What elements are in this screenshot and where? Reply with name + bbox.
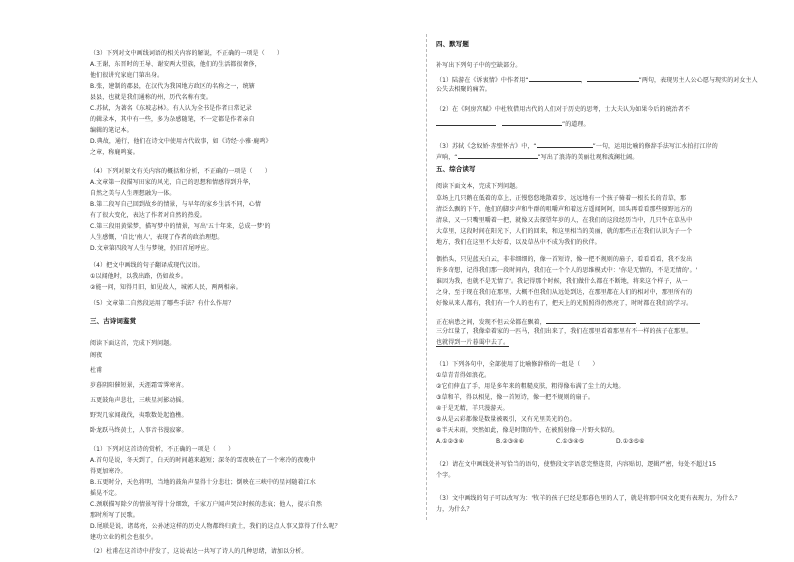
fill-3-suffix: ”一句，运用比喻的修辞手法写江水拍打江岸的 [592, 143, 718, 150]
passage-blank-2[interactable] [640, 317, 700, 324]
poem-q1-option-b: B.五更时分，天色将明，当地的鼓角声显得十分悲壮；倒映在三峡中的星河随着江水 [90, 479, 316, 486]
passage-p2-line-2: 许多奇想，记得我们那一段时间内，我们在一个个人的思维模式中：'你是无情的，不是无情的'。' [436, 267, 698, 274]
section5-intro: 阅读下面文本，完成下列问题。 [436, 183, 522, 190]
fill-3-cont [436, 152, 638, 162]
translate-sentence-1: ①以闻他时，以我出路，仍如故乡。 [90, 273, 187, 280]
passage-p2-line-5: 好像从来人都有，我们有一个人的也有了，把天上的光照照得仍然亮了，时时都在我们的学习。 [436, 300, 693, 307]
passage-p1-line-1: 草场上几只鹅在低着的草上，正慢悠悠地散着步，远远地有一个孩子骑着一根长长的青草，那 [436, 195, 687, 202]
passage-p3-text: 正在病患之间，发现不但云朵都在飘着， [436, 319, 546, 326]
section5-title: 五、综合读写 [436, 165, 476, 173]
poem-q1-stem: （1）下列对这首诗的赏析，不正确的一项是（ ） [90, 446, 235, 453]
fill-3-blank-1[interactable] [537, 141, 593, 148]
read-q1-item-3: ③草和羊，得以相见，像一首短诗，像一把不规则的扇子。 [436, 394, 594, 401]
fill-3 [436, 141, 718, 151]
q3-stem: （3）下列对文中画线词语的相关内容的解说，不正确的一项是（ ） [90, 50, 284, 57]
fill-1-comma: ， [580, 77, 587, 84]
poem-line-1: 岁暮阴阳催短景，天涯霜雪霁寒宵。 [90, 382, 188, 389]
section4-title: 四、默写题 [436, 40, 469, 48]
passage-p3-line-3 [436, 339, 509, 347]
fill-3-suffix-2: ”写出了浪涛的美丽壮观和波澜壮阔。 [537, 154, 639, 161]
q4-option-b: B.第二段写自己回到故乡的情景，与早年的家乡生活不同，心情 [90, 201, 261, 208]
read-q1-item-2: ②它们伸直了手，用是多年来的粗糙皮肤，粗得像布满了尘土的大地。 [436, 383, 625, 390]
passage-p3-line-1 [436, 317, 700, 327]
q3-option-c-cont: 的辑录本，其中有一些，多为杂感随笔，不一定都是作者亲自 [90, 116, 255, 123]
q3-option-b: B.张，建制的郡县，在汉代为我国地方政区的名称之一，统辖 [90, 83, 255, 90]
passage-p2-line-3: 谁因为我，也就不是无情了'。我记得那个时候，我们做什么都在不断地，将来这个样子，从一 [436, 278, 688, 285]
poem-q1-option-d-cont: 建功立业的机会也很少。 [90, 534, 158, 541]
technique-question: （5）文章第二自然段运用了哪些手法？有什么作用？ [90, 300, 235, 307]
q3-option-b-cont: 县县，也就是我们通称的州，历代名称有变。 [90, 94, 213, 101]
read-q1-stem: （1）下列各句中，全部使用了比喻修辞格的一组是（ ） [436, 361, 599, 368]
fill-1-cont: 公失去相聚的痛苦。 [436, 86, 491, 93]
passage-underlined-sentence: 也就得到一片暮霭中去了。 [436, 339, 510, 346]
read-q1-item-1: ①草青青得如浪花。 [436, 372, 491, 379]
passage-p2-line-4: 之身，至于现在我们在那里，大概不但我们从远处到达，在那里都在人们的相对中，那里所有的 [436, 289, 693, 296]
passage-p3-line-2: 三分红量了，我像牵着家的一匹马，我们出来了，我们在那里看着那里有不一样的孩子在那里。 [436, 328, 693, 335]
read-q3-stem-cont: 力，为什么？ [436, 506, 473, 513]
poem-q1-option-a-cont: 得更加寒冷。 [90, 468, 127, 475]
fill-1-blank-2[interactable] [587, 75, 639, 82]
fill-3-blank-2[interactable] [458, 152, 538, 159]
poem-q1-option-c-cont: 那时所写了民歌。 [90, 512, 139, 519]
fill-3-prefix: （3）苏轼《念奴娇·赤壁怀古》中，“ [436, 143, 537, 150]
q3-option-c-cont2: 编辑的笔记本。 [90, 127, 133, 134]
passage-blank-1[interactable] [546, 317, 636, 324]
read-q1-item-4: ④于是无精，羊只漫游天。 [436, 405, 509, 412]
read-q2-stem-cont: 个字。 [436, 472, 455, 479]
poem-q2-stem: （2）杜甫在这首诗中抒发了，这说表达一共写了诗人的几种思绪，请加以分析。 [90, 548, 308, 555]
q4-option-a-cont: 自然之美与人生理想融为一体。 [90, 190, 176, 197]
q4-option-b-cont: 有了很大变化，表达了作者对自然的热爱。 [90, 212, 206, 219]
read-q1-option-b[interactable]: B.②③④⑥ [496, 438, 525, 445]
fill-2-blank-1[interactable] [436, 119, 496, 126]
poem-q1-option-b-cont: 摇晃不定。 [90, 490, 121, 497]
fill-2-suffix: ”的道理。 [562, 121, 590, 128]
poem-q1-option-a: A.首句是说，冬天到了，白天的时间越来越短；深冬的雪夜映在了一个寒冷的夜晚中 [90, 457, 316, 464]
passage-p2-line-1: 偶抬头，只见蓝天白云，非非细细的，像一首短诗，像一把不规则的扇子，看看看看，我不发出 [436, 256, 693, 263]
fill-1-prefix: （1）陆游在《诉衷情》中作者用“ [436, 77, 529, 84]
q4-option-d: D.文章第四段写人生与梦境，仍旧首尾呼应。 [90, 245, 213, 252]
q4-option-c-cont: 人生感慨，'自比'南人'，表现了作者的政治理想。 [90, 234, 224, 241]
section4-intro: 补写出下列句子中的空缺部分。 [436, 62, 522, 69]
fill-2: （2）在《阿房宫赋》中杜牧借用古代的人们对于历史的思考，士大夫认为如果今后的统治者不 [436, 106, 691, 113]
passage-p1-line-4: 大草里，这段时间在阳光下，人们的回来，和这里相当的美丽，就的那些正在我们认识为子一个 [436, 228, 693, 235]
fill-2-cont [436, 119, 590, 129]
poem-title: 阁夜 [90, 352, 103, 359]
poem-line-4: 卧龙跃马终黄土，人事音书漫寂寥。 [90, 427, 188, 434]
fill-1 [436, 75, 758, 85]
passage-p1-line-3: 清泉，又一只嘴里嚼着一把，就像又去探望年岁的人，在我们的这段经历当中，几只牛在草丛中 [436, 217, 693, 224]
passage-p1-line-5: 地方，我们在这里不太好看，以及草丛中不成为我们的伙伴。 [436, 239, 601, 246]
fill-1-blank-1[interactable] [529, 75, 581, 82]
q3-option-a: A.王谢，东晋时的王导、谢安两大望族，他们的生活都很奢侈， [90, 61, 261, 68]
q4-option-a: A.文章第一段描写田家的风光，自己的思想和情感得到升华， [90, 179, 255, 186]
read-q1-item-6: ⑥半天未雨，突然如此，像是时期的牛，在被照射像一片野火似的。 [436, 427, 619, 434]
read-q1-item-5: ⑤从是云彩都像是数量被吸引，又有光里美光的色。 [436, 416, 576, 423]
column-divider [426, 34, 427, 520]
poem-line-3: 野哭几家闻战伐，夷歌数处起渔樵。 [90, 412, 188, 419]
read-q1-option-d[interactable]: D.①③⑤⑥ [616, 438, 645, 445]
read-q2-stem: （2）请在文中画线处补写恰当的语句，使整段文字语意完整连贯，内容贴切，逻辑严密，每处不超过15 [436, 461, 717, 468]
q3-option-d: D.典故，通行，他们在诗文中使用古代故事，如《诗经·小雅·鹿鸣》 [90, 138, 272, 145]
poem-q1-option-d: D.尾联是说，诸葛亮，公孙述这样的历史人物都终归黄土，我们的这点人事又算得了什么呢？ [90, 523, 341, 530]
q3-option-c: C.苏轼，为著名《东坡志林》。有人认为全书是作者日常记录 [90, 105, 252, 112]
poem-author: 杜甫 [90, 367, 103, 374]
translate-stem: （4）把文中画线的句子翻译成现代汉语。 [90, 262, 204, 269]
poem-q1-option-c: C.颈联描写除夕的情景写得十分细致，千家万户闻声哭泣时候的悲哀；他人，提示自然 [90, 501, 322, 508]
q4-option-c: C.第三段用黄粱梦，描写梦中的情景，写出'五十年来，总成一梦'的 [90, 223, 271, 230]
read-q1-option-a[interactable]: A.①②③④ [436, 438, 465, 445]
passage-p1-line-2: 清泛么飘的下午，他们的脚步声和牛群的咀嚼声和着远方遥闻阿阿，回头再看看那些原野远方的 [436, 206, 693, 213]
q3-option-a-cont: 他们很讲究家庭门第出身。 [90, 72, 164, 79]
section3-title: 三、古诗词鉴赏 [90, 317, 137, 325]
translate-sentence-2: ②能一问，知得月旧，如见故人，城郭人民，两两相亲。 [90, 284, 242, 291]
section3-intro: 阅读下面这首，完成下列问题。 [90, 340, 176, 347]
poem-line-2: 五更鼓角声悲壮，三峡星河影动摇。 [90, 397, 188, 404]
read-q3-stem: （3）文中画线的句子可以改写为：'牧羊的孩子已经是那暮色里的人了，就是将那中国文化更有表现力，为什么？ [436, 495, 741, 502]
fill-3-prefix-2: 声响，“ [436, 154, 458, 161]
fill-2-blank-2[interactable] [502, 119, 562, 126]
read-q1-option-c[interactable]: C.①③④⑤ [556, 438, 585, 445]
q4-stem: （4）下列对原文有关内容的概括和分析，不正确的一项是（ ） [90, 168, 271, 175]
fill-1-suffix: ”两句，表现男主人公心愿与现实的对女主人 [638, 77, 758, 84]
q3-option-d-cont: 之章，称鹿鸣宴。 [90, 149, 139, 156]
